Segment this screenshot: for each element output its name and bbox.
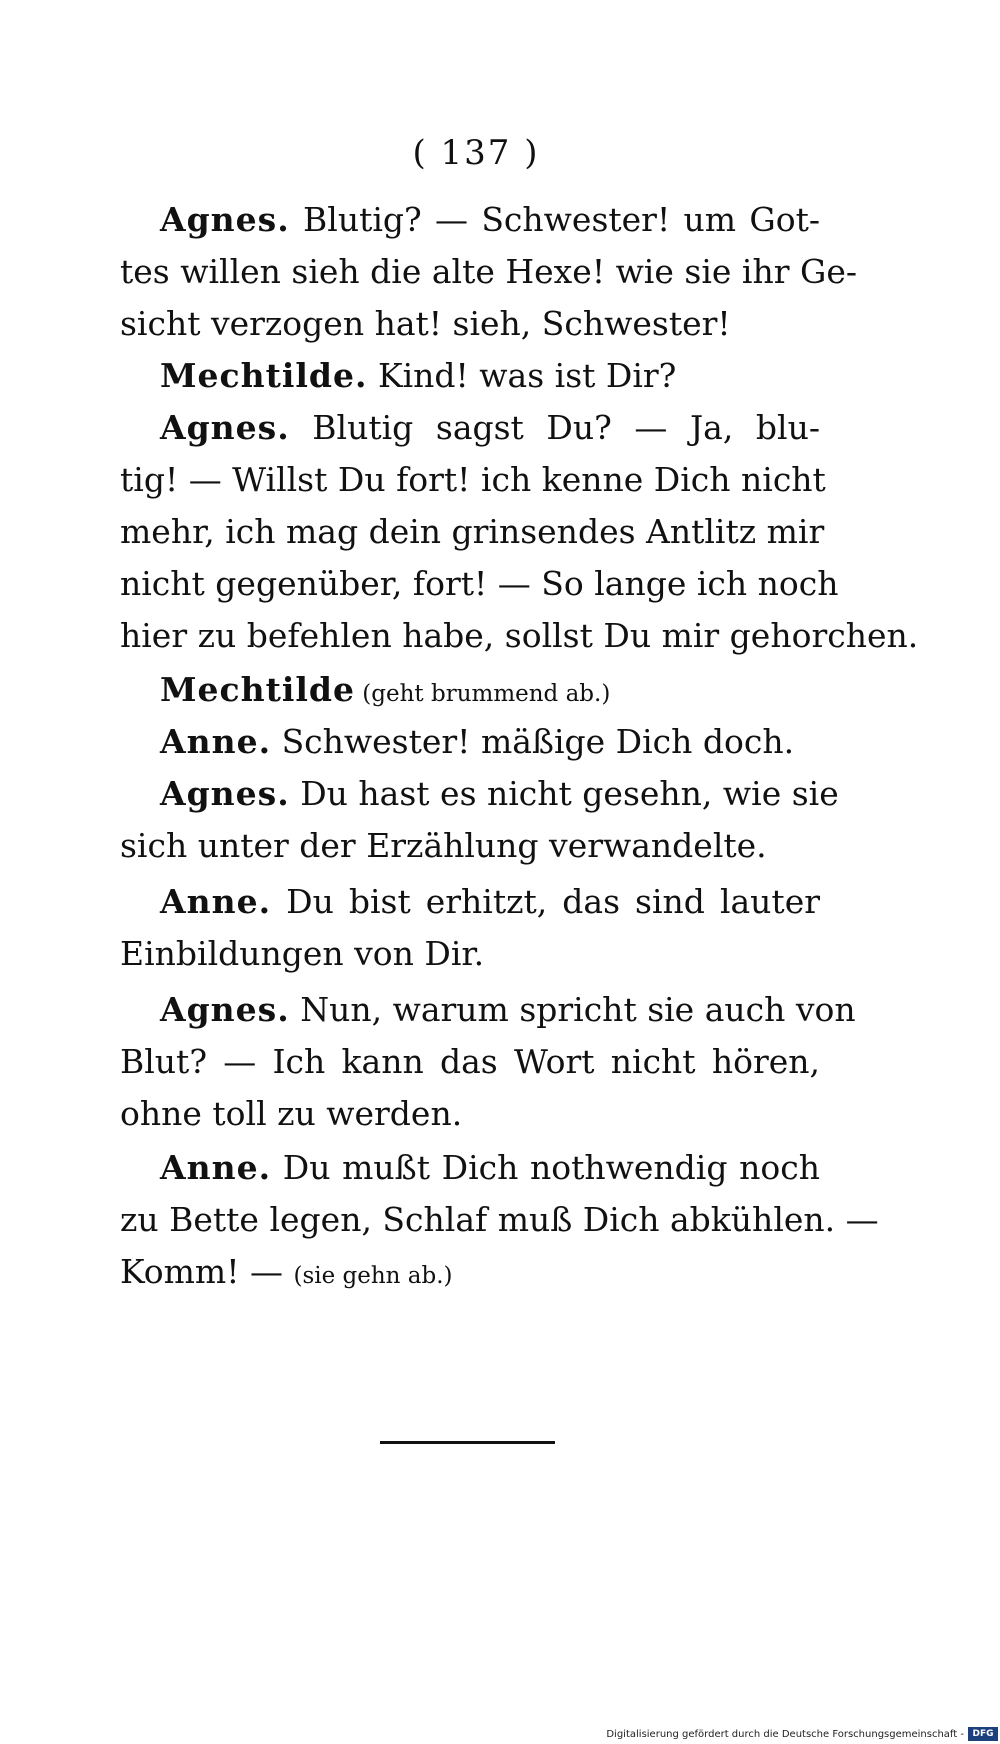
speaker-name: Agnes. xyxy=(160,408,290,447)
text-line xyxy=(120,826,767,865)
text-line xyxy=(120,252,858,291)
closing-rule xyxy=(380,1441,555,1444)
speaker-name: Agnes. xyxy=(160,990,290,1029)
text-line xyxy=(120,460,826,499)
line-text: hier zu befehlen habe, sollst Du mir gehorchen. xyxy=(120,616,919,655)
dfg-logo-icon: DFG xyxy=(968,1727,998,1741)
text-line xyxy=(120,512,825,551)
line-text: Einbildungen von Dir. xyxy=(120,934,485,973)
stage-direction: (sie gehn ab.) xyxy=(293,1263,453,1289)
line-text: Blutig sagst Du? — Ja, blu- xyxy=(289,408,820,447)
text-line xyxy=(120,1252,453,1291)
text-line xyxy=(160,774,839,813)
speaker-name: Agnes. xyxy=(160,774,290,813)
line-text: mehr, ich mag dein grinsendes Antlitz mir xyxy=(120,512,825,551)
speaker-name: Mechtilde xyxy=(160,670,355,709)
speaker-name: Mechtilde. xyxy=(160,356,368,395)
line-text: ohne toll zu werden. xyxy=(120,1094,463,1133)
line-text: Du bist erhitzt, das sind lauter xyxy=(271,882,820,921)
text-line xyxy=(160,408,820,447)
text-line xyxy=(160,200,820,239)
text-line xyxy=(160,990,856,1029)
text-line xyxy=(120,1094,462,1133)
page-number: ( 137 ) xyxy=(412,133,540,173)
text-line xyxy=(120,304,731,343)
line-text: sich unter der Erzählung verwandelte. xyxy=(120,826,767,865)
line-text: Kind! was ist Dir? xyxy=(367,356,677,395)
text-line xyxy=(120,616,919,655)
line-text: Nun, warum spricht sie auch von xyxy=(289,990,856,1029)
text-line xyxy=(160,670,610,709)
line-text: sicht verzogen hat! sieh, Schwester! xyxy=(120,304,731,343)
line-text: Du mußt Dich nothwendig noch xyxy=(271,1148,820,1187)
line-text: Komm! — xyxy=(120,1252,294,1291)
text-line xyxy=(160,722,794,761)
speaker-name: Anne. xyxy=(160,1148,272,1187)
text-line xyxy=(120,564,839,603)
text-line xyxy=(120,1042,820,1081)
line-text: tes willen sieh die alte Hexe! wie sie ihr Ge- xyxy=(120,252,858,291)
stage-direction: (geht brummend ab.) xyxy=(355,681,611,707)
digitization-footer xyxy=(606,1724,1000,1744)
line-text: Blut? — Ich kann das Wort nicht hören, xyxy=(120,1042,820,1081)
line-text: nicht gegenüber, fort! — So lange ich noch xyxy=(120,564,839,603)
line-text: tig! — Willst Du fort! ich kenne Dich nicht xyxy=(120,460,826,499)
line-text: Schwester! mäßige Dich doch. xyxy=(271,722,795,761)
line-text: zu Bette legen, Schlaf muß Dich abkühlen. — xyxy=(120,1200,879,1239)
line-text: Du hast es nicht gesehn, wie sie xyxy=(289,774,839,813)
text-line xyxy=(120,934,484,973)
speaker-name: Agnes. xyxy=(160,200,290,239)
footer-credit: Digitalisierung gefördert durch die Deutsche Forschungsgemeinschaft - xyxy=(606,1728,964,1740)
text-line xyxy=(160,882,820,921)
speaker-name: Anne. xyxy=(160,722,272,761)
text-line xyxy=(120,1200,879,1239)
line-text: Blutig? — Schwester! um Got- xyxy=(289,200,820,239)
speaker-name: Anne. xyxy=(160,882,272,921)
text-line xyxy=(160,1148,820,1187)
text-line xyxy=(160,356,676,395)
